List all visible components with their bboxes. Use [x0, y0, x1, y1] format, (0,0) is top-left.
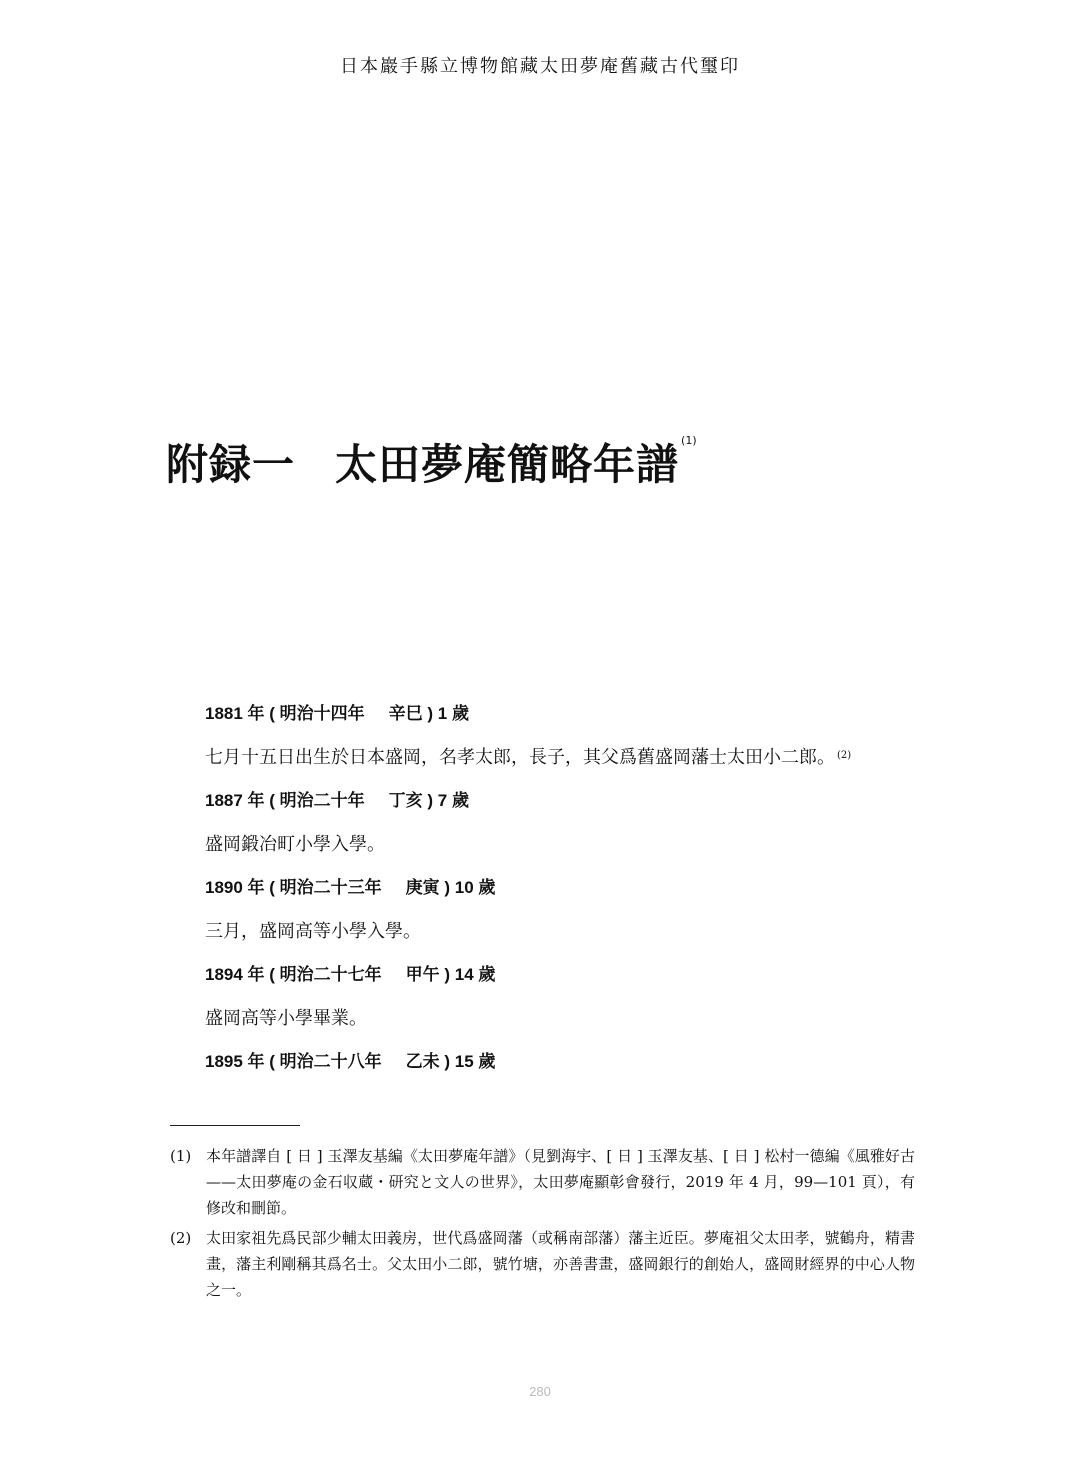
entry-era: ( 明治二十七年: [269, 965, 382, 984]
entry-age: 14 歲: [454, 965, 496, 984]
entry-text-1887: 盛岡鍛冶町小學入學。: [205, 834, 385, 855]
page-number: 280: [529, 1384, 551, 1399]
footnote-text: 太田家祖先爲民部少輔太田義房，世代爲盛岡藩（或稱南部藩）藩主近臣。夢庵祖父太田孝，號鶴舟，精書畫，藩主利剛稱其爲名士。父太田小二郎，號竹塘，亦善書畫，盛岡銀行的創始人，盛岡財經界的中心人物之一。: [206, 1229, 915, 1299]
footnote-divider: [170, 1125, 300, 1126]
entry-ganzhi: 辛巳 ): [388, 704, 434, 723]
entry-ganzhi: 庚寅 ): [405, 878, 451, 897]
entry-ganzhi: 乙未 ): [405, 1052, 451, 1071]
footnote-number: (1): [170, 1147, 192, 1165]
footnotes: [170, 1143, 915, 1307]
chapter-label: 附録一: [166, 440, 296, 489]
entry-year: 1881 年: [205, 704, 265, 723]
footnote-2: [170, 1225, 915, 1303]
entry-heading-1895: [205, 1048, 925, 1092]
entry-heading-1894: [205, 961, 925, 1005]
entry-ganzhi: 甲午 ): [405, 965, 451, 984]
entry-era: ( 明治二十八年: [269, 1052, 382, 1071]
running-header: 日本巖手縣立博物館藏太田夢庵舊藏古代璽印: [340, 56, 740, 77]
entry-era: ( 明治二十年: [269, 791, 365, 810]
entry-year: 1887 年: [205, 791, 265, 810]
chapter-title: [166, 432, 697, 492]
footnote-ref-1[interactable]: (1): [681, 434, 697, 447]
entry-age: 7 歲: [437, 791, 469, 810]
entry-age: 10 歲: [454, 878, 496, 897]
entry-text-1890: 三月，盛岡高等小學入學。: [205, 921, 421, 942]
entry-heading-1887: [205, 787, 925, 831]
entry-text: 七月十五日出生於日本盛岡，名孝太郎，長子，其父爲舊盛岡藩士太田小二郎。: [205, 747, 835, 768]
entry-year: 1890 年: [205, 878, 265, 897]
footnote-ref-2[interactable]: (2): [837, 750, 852, 761]
entry-heading-1890: [205, 874, 925, 918]
footnote-text: 本年譜譯自 [ 日 ] 玉澤友基編《太田夢庵年譜》（見劉海宇、[ 日 ] 玉澤友基、[ 日 ] 松村一德編《風雅好古——太田夢庵の金石収蔵・研究と文人の世界》，太田夢庵顯彰會發行，2019 年 4 月，99—101 頁），有修改和刪節。: [206, 1147, 915, 1217]
entry-age: 15 歲: [454, 1052, 496, 1071]
entry-text-1894: 盛岡高等小學畢業。: [205, 1008, 367, 1029]
entry-text-1881: [205, 744, 925, 787]
entry-age: 1 歲: [437, 704, 469, 723]
footnote-number: (2): [170, 1229, 192, 1247]
entry-year: 1894 年: [205, 965, 265, 984]
entry-year: 1895 年: [205, 1052, 265, 1071]
entry-era: ( 明治十四年: [269, 704, 365, 723]
chapter-title-text: 太田夢庵簡略年譜: [335, 440, 680, 489]
entry-ganzhi: 丁亥 ): [388, 791, 434, 810]
entry-heading-1881: [205, 700, 925, 744]
chronology-entries: [205, 700, 925, 1092]
footnote-1: [170, 1143, 915, 1221]
entry-era: ( 明治二十三年: [269, 878, 382, 897]
